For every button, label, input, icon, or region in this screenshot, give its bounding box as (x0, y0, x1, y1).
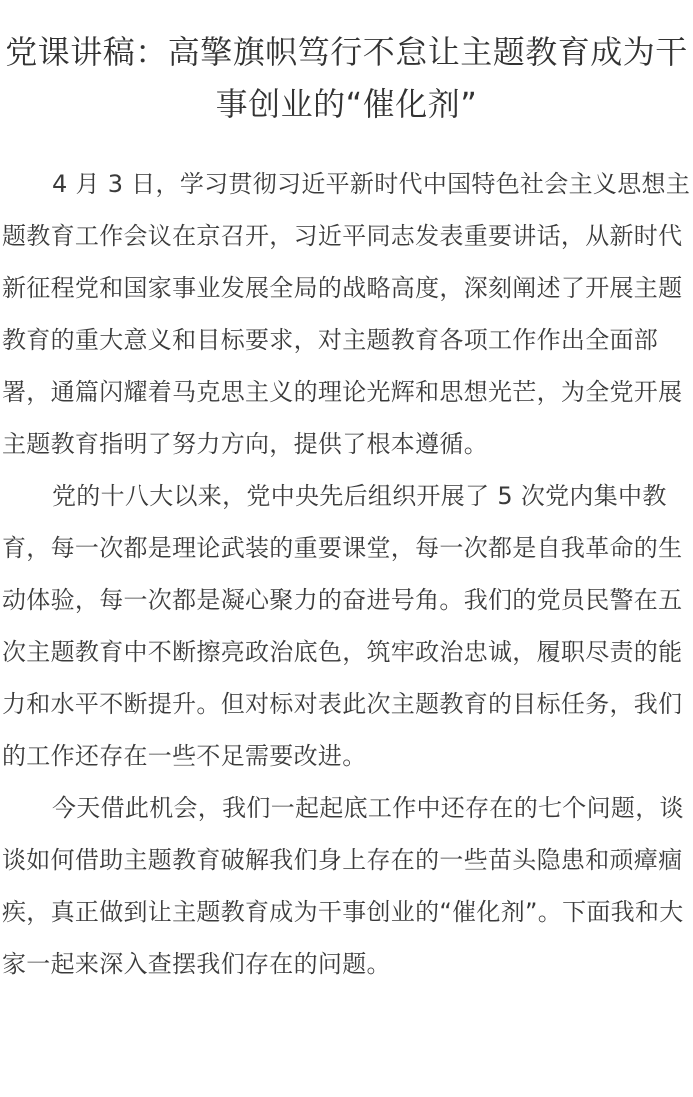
paragraph-3: 今天借此机会，我们一起起底工作中还存在的七个问题，谈谈如何借助主题教育破解我们身上存在的一些苗头隐患和顽瘴痼疾，真正做到让主题教育成为干事创业的“催化剂”。下面我和大家一起来深入查摆我们存在的问题。 (2, 794, 684, 978)
paragraph-2: 党的十八大以来，党中央先后组织开展了 5 次党内集中教育，每一次都是理论武装的重要课堂，每一次都是自我革命的生动体验，每一次都是凝心聚力的奋进号角。我们的党员民警在五次主题教育中不断擦亮政治底色，筑牢政治忠诚，履职尽责的能力和水平不断提升。但对标对表此次主题教育的目标任务，我们的工作还存在一些不足需要改进。 (2, 482, 683, 770)
article-title: 党课讲稿：高擎旗帜笃行不怠让主题教育成为干事创业的“催化剂” (5, 33, 688, 123)
paragraph-1: 4 月 3 日，学习贯彻习近平新时代中国特色社会主义思想主题教育工作会议在京召开，习近平同志发表重要讲话，从新时代新征程党和国家事业发展全局的战略高度，深刻阐述了开展主题教育的重大意义和目标要求，对主题教育各项工作作出全面部署，通篇闪耀着马克思主义的理论光辉和思想光芒，为全党开展主题教育指明了努力方向，提供了根本遵循。 (2, 170, 691, 458)
article-body (2, 158, 692, 990)
